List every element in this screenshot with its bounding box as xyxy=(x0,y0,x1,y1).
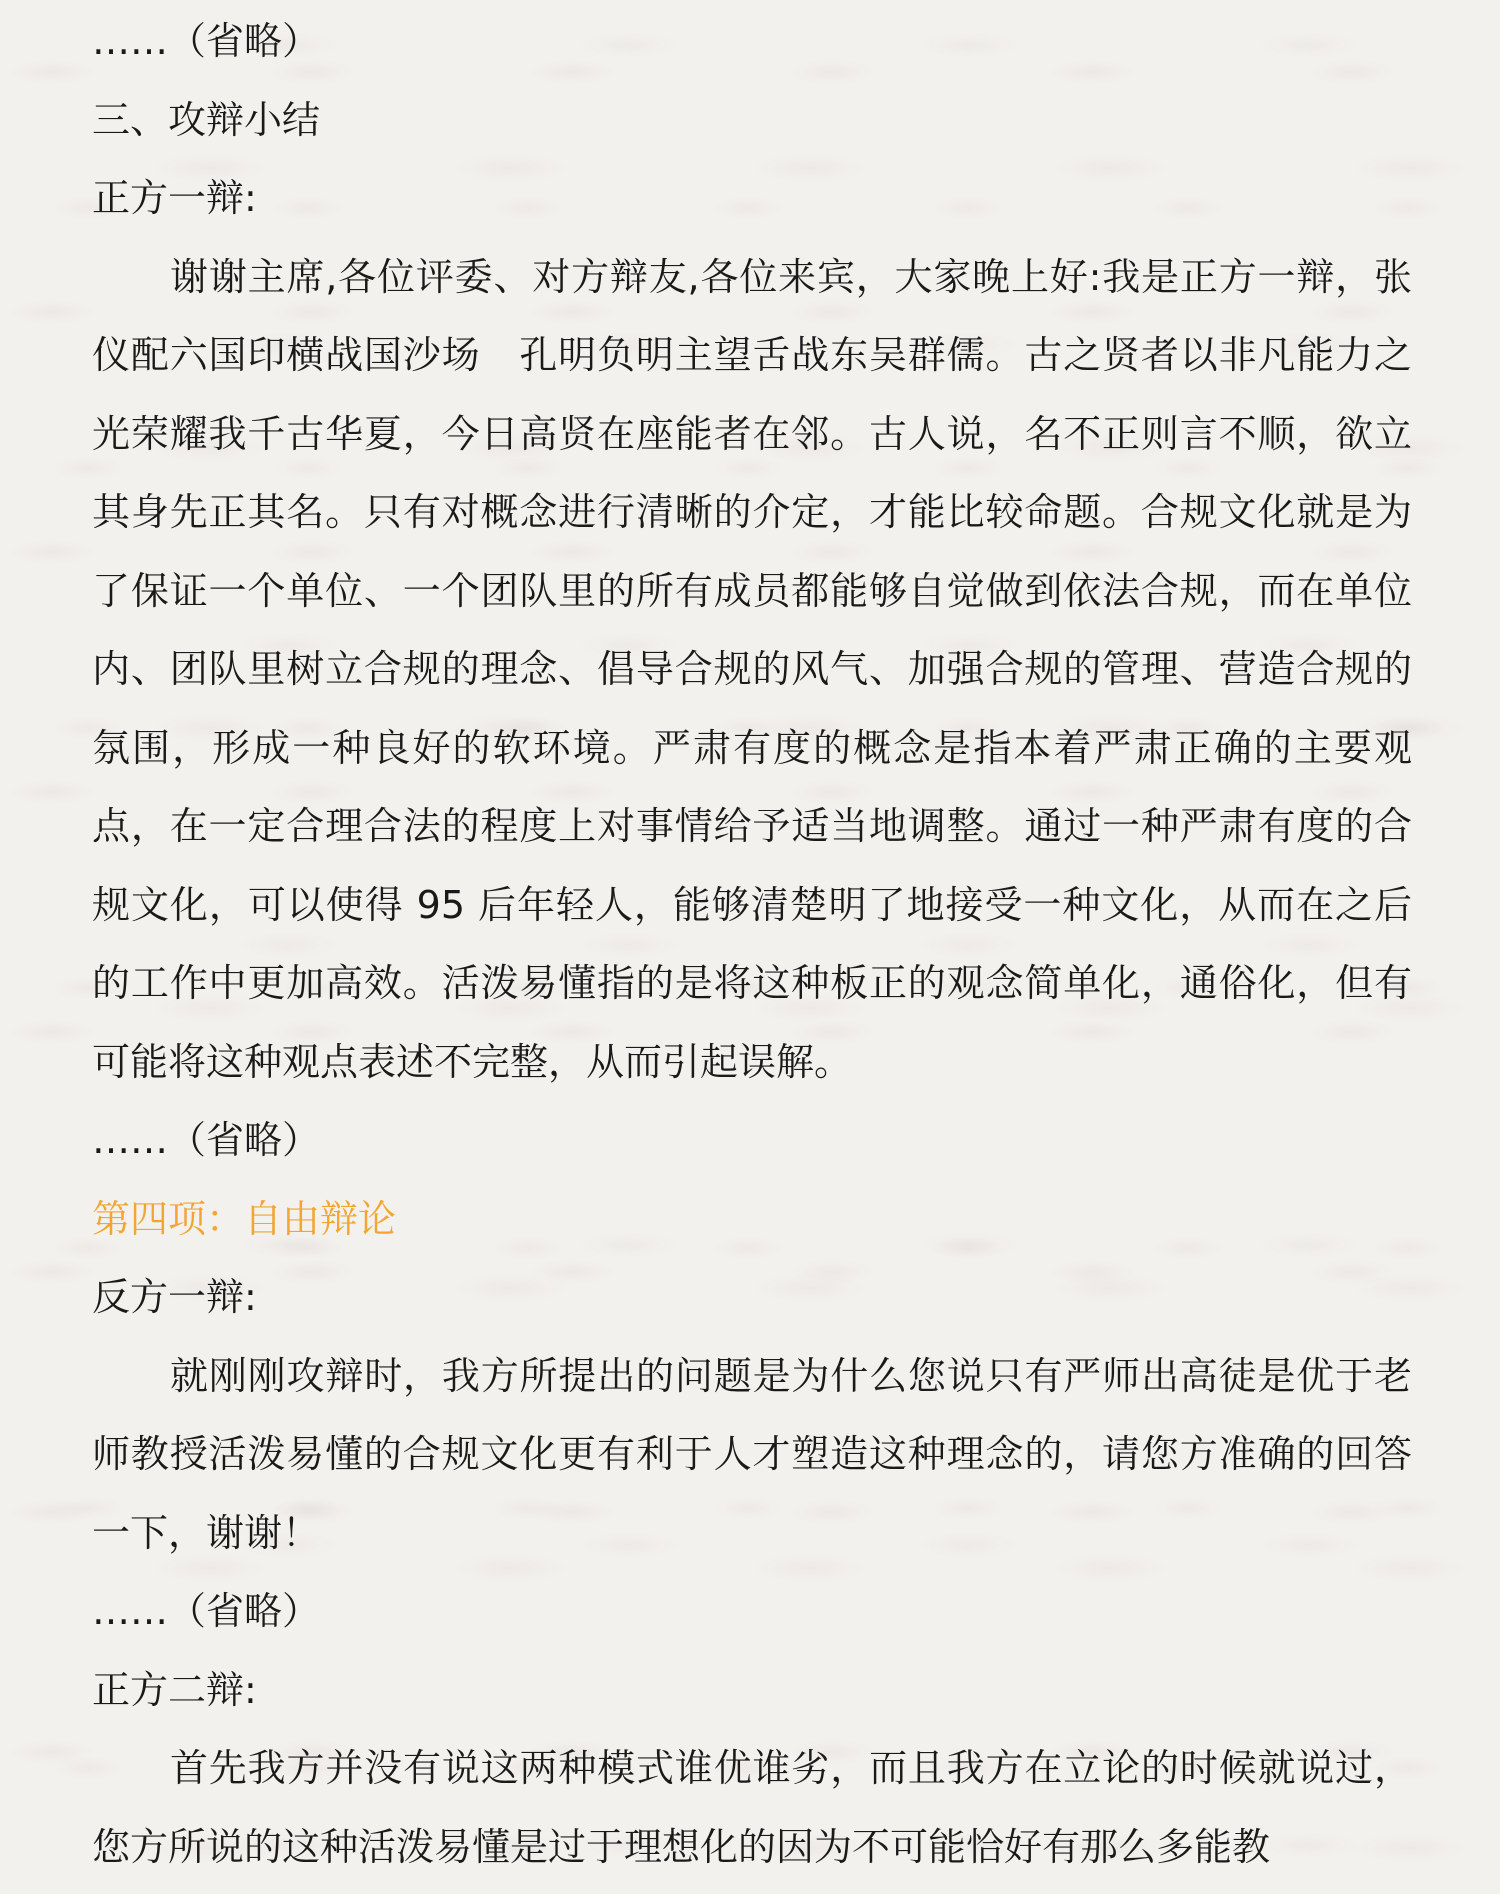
section-title-free-debate: 第四项：自由辩论 xyxy=(92,1196,397,1241)
section-title-summary: 三、攻辩小结 xyxy=(92,97,321,142)
speech-paragraph: 谢谢主席,各位评委、对方辩友,各位来宾，大家晚上好:我是正方一辩，张仪配六国印横战国沙场 孔明负明主望舌战东吴群儒。古之贤者以非凡能力之光荣耀我千古华夏，今日高贤在座能者在邻。古人说，名不正则言不顺，欲立其身先正其名。只有对概念进行清晰的介定，才能比较命题。合规文化就是为了保证一个单位、一个团队里的所有成员都能够自觉做到依法合规，而在单位内、团队里树立合规的理念、倡导合规的风气、加强合规的管理、营造合规的氛围，形成一种良好的软环境。严肃有度的概念是指本着严肃正确的主要观点，在一定合理合法的程度上对事情给予适当地调整。通过一种严肃有度的合规文化，可以使得 95 后年轻人，能够清楚明了地接受一种文化，从而在之后的工作中更加高效。活泼易懂指的是将这种板正的观念简单化，通俗化，但有可能将这种观点表述不完整，从而引起误解。 xyxy=(92,254,1412,1084)
speaker-label: 反方一辩: xyxy=(92,1275,257,1319)
speaker-label: 正方二辩: xyxy=(92,1667,257,1712)
omitted-marker: ……（省略） xyxy=(92,19,321,63)
speech-paragraph: 就刚刚攻辩时，我方所提出的问题是为什么您说只有严师出高徒是优于老师教授活泼易懂的合规文化更有利于人才塑造这种理念的，请您方准确的回答一下，谢谢！ xyxy=(92,1353,1412,1555)
document-page xyxy=(92,0,1412,1886)
omitted-marker: ……（省略） xyxy=(92,1589,321,1633)
speech-paragraph: 首先我方并没有说这两种模式谁优谁劣，而且我方在立论的时候就说过，您方所说的这种活泼易懂是过于理想化的因为不可能恰好有那么多能教 xyxy=(92,1746,1412,1869)
omitted-marker: ……（省略） xyxy=(92,1118,321,1162)
speaker-label: 正方一辩: xyxy=(92,176,257,220)
